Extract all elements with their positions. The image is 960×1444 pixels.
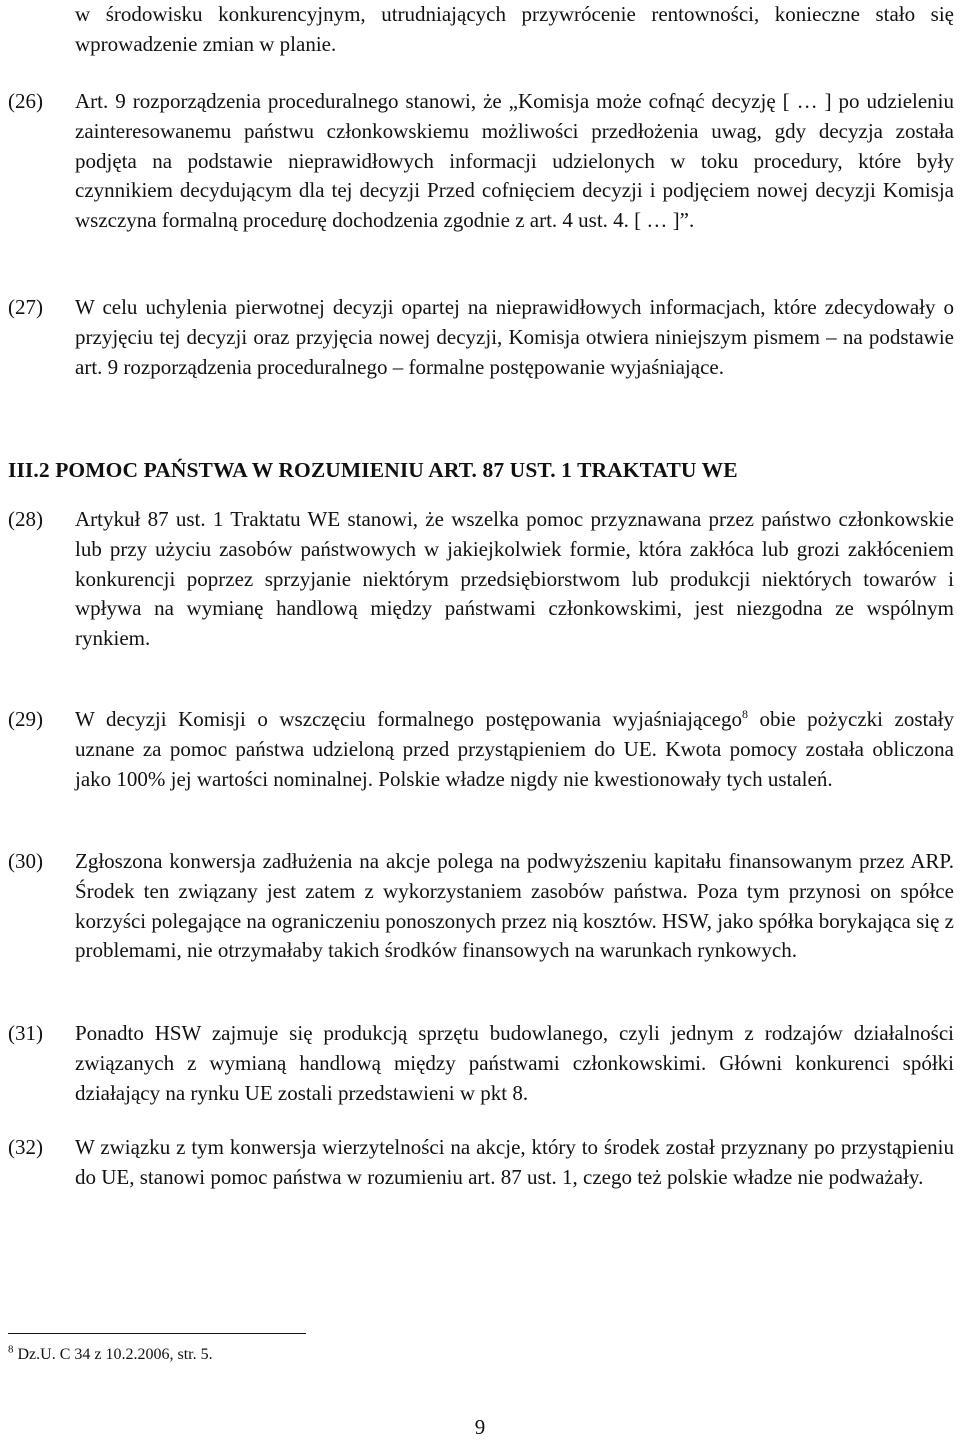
footnote-text: Dz.U. C 34 z 10.2.2006, str. 5. xyxy=(17,1346,213,1363)
continued-paragraph-text: w środowisku konkurencyjnym, utrudniających przywrócenie rentowności, konieczne stało się wprowadzenie zmian w planie. xyxy=(75,2,954,56)
paragraph-text-part: W decyzji Komisji o wszczęciu formalnego postępowania wyjaśniającego xyxy=(75,707,742,731)
paragraph-text xyxy=(75,705,954,794)
paragraph-text-part: obie pożyczki zostały uznane za pomoc państwa udzieloną przed przystąpieniem do UE. Kwota pomocy została obliczona jako 100% jej wartości nominalnej. Polskie władze nigdy nie kwestionowały tych ustaleń. xyxy=(75,707,954,791)
paragraph-30 xyxy=(8,847,954,966)
paragraph-text: Ponadto HSW zajmuje się produkcją sprzętu budowlanego, czyli jednym z rodzajów działalności związanych z wymianą handlową między państwami członkowskimi. Główni konkurenci spółki działający na rynku UE zostali przedstawieni w pkt 8. xyxy=(75,1021,954,1105)
paragraph-text: W celu uchylenia pierwotnej decyzji opartej na nieprawidłowych informacjach, które zdecydowały o przyjęciu tej decyzji oraz przyjęcia nowej decyzji, Komisja otwiera niniejszym pismem – na podstawie art. 9 rozporządzenia proceduralnego – formalne postępowanie wyjaśniające. xyxy=(75,295,954,379)
paragraph-number: (27) xyxy=(8,295,43,319)
paragraph-26 xyxy=(8,87,954,236)
footnote xyxy=(8,1345,213,1365)
paragraph-number: (31) xyxy=(8,1021,43,1045)
paragraph-31 xyxy=(8,1019,954,1108)
paragraph-text: Art. 9 rozporządzenia proceduralnego stanowi, że „Komisja może cofnąć decyzję [ … ] po udzieleniu zainteresowanemu państwu członkowskiemu możliwości przedłożenia uwag, gdy decyzja została podjęta na podstawie nieprawidłowych informacji udzielonych w toku procedury, które były czynnikiem decydującym dla tej decyzji Przed cofnięciem decyzji i podjęciem nowej decyzji Komisja wszczyna formalną procedurę dochodzenia zgodnie z art. 4 ust. 4. [ … ]”. xyxy=(75,89,954,233)
paragraph-32 xyxy=(8,1133,954,1193)
paragraph-27 xyxy=(8,293,954,382)
paragraph-29 xyxy=(8,705,954,794)
footnote-reference[interactable]: 8 xyxy=(741,707,748,721)
paragraph-text: Artykuł 87 ust. 1 Traktatu WE stanowi, że wszelka pomoc przyznawana przez państwo członkowskie lub przy użyciu zasobów państwowych w jakiejkolwiek formie, która zakłóca lub grozi zakłóceniem konkurencji poprzez sprzyjanie niektórym przedsiębiorstwom lub produkcji niektórych towarów i wpływa na wymianę handlową między państwami członkowskimi, jest niezgodna ze wspólnym rynkiem. xyxy=(75,507,954,651)
footnote-marker: 8 xyxy=(8,1343,14,1356)
paragraph-number: (28) xyxy=(8,507,43,531)
paragraph-text: Zgłoszona konwersja zadłużenia na akcje polega na podwyższeniu kapitału finansowanym przez ARP. Środek ten związany jest zatem z wykorzystaniem zasobów państwa. Poza tym przynosi on spółce korzyści polegające na ograniczeniu ponoszonych przez nią kosztów. HSW, jako spółka borykająca się z problemami, nie otrzymałaby takich środków finansowych na warunkach rynkowych. xyxy=(75,849,954,963)
paragraph-28 xyxy=(8,505,954,654)
paragraph-number: (32) xyxy=(8,1135,43,1159)
footnote-separator xyxy=(8,1333,306,1334)
paragraph-text: W związku z tym konwersja wierzytelności na akcje, który to środek został przyznany po przystąpieniu do UE, stanowi pomoc państwa w rozumieniu art. 87 ust. 1, czego też polskie władze nie podważały. xyxy=(75,1135,954,1189)
page-number: 9 xyxy=(474,1415,486,1439)
paragraph-number: (26) xyxy=(8,89,43,113)
paragraph-number: (29) xyxy=(8,707,43,731)
section-heading: III.2 POMOC PAŃSTWA W ROZUMIENIU ART. 87 UST. 1 TRAKTATU WE xyxy=(8,458,738,482)
paragraph-number: (30) xyxy=(8,849,43,873)
